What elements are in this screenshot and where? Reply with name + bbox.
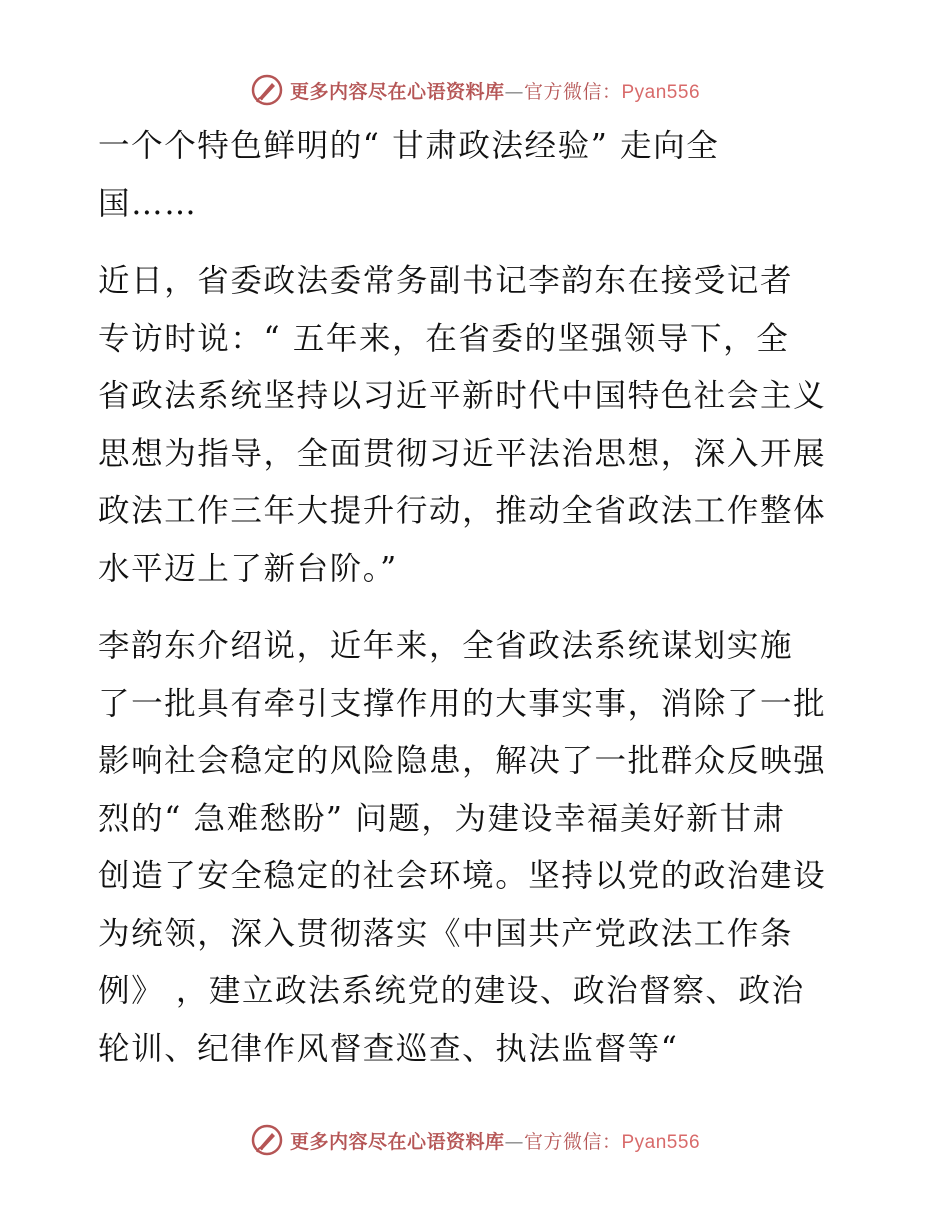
watermark-lead: 更多内容尽在心语资料库 [289,1130,505,1153]
watermark-text [290,77,700,104]
text-line: 国…… [98,185,198,222]
watermark-wechat-label: 官方微信： [523,80,622,103]
text-line: 烈的“ 急难愁盼” 问题，为建设幸福美好新甘肃 [98,800,786,837]
pen-circle-logo-icon [250,73,284,107]
watermark-wechat-id: Pyan556 [621,1131,701,1153]
text-line: 李韵东介绍说，近年来，全省政法系统谋划实施 [98,628,794,664]
watermark-wechat-id: Pyan556 [621,81,701,103]
header-watermark [0,70,950,110]
text-line: 政法工作三年大提升行动，推动全省政法工作整体 [98,493,827,529]
text-line: 例》 ，建立政法系统党的建设、政治督察、政治 [98,973,805,1009]
paragraph-3 [98,618,858,1078]
paragraph-2 [98,253,858,598]
text-line: 一个个特色鲜明的“ 甘肃政法经验” 走向全 [98,128,720,164]
article-body [98,118,858,1078]
watermark-separator: — [504,1130,524,1153]
text-line: 省政法系统坚持以习近平新时代中国特色社会主义 [98,378,827,414]
watermark-separator: — [504,80,524,103]
watermark-lead: 更多内容尽在心语资料库 [289,80,505,103]
text-line: 近日，省委政法委常务副书记李韵东在接受记者 [98,263,794,299]
text-line: 了一批具有牵引支撑作用的大事实事，消除了一批 [98,685,827,722]
text-line: 为统领，深入贯彻落实《中国共产党政法工作条 [98,915,794,952]
watermark-wechat-label: 官方微信： [523,1130,622,1153]
paragraph-1 [98,118,858,233]
text-line: 影响社会稳定的风险隐患，解决了一批群众反映强 [98,743,827,779]
text-line: 专访时说：“ 五年来，在省委的坚强领导下，全 [98,320,790,357]
text-line: 水平迈上了新台阶。” [98,550,398,587]
text-line: 轮训、纪律作风督查巡查、执法监督等“ [98,1030,679,1067]
text-line: 思想为指导，全面贯彻习近平法治思想，深入开展 [98,435,827,472]
text-line: 创造了安全稳定的社会环境。坚持以党的政治建设 [98,858,827,894]
pen-circle-logo-icon [250,1123,284,1157]
footer-watermark [0,1120,950,1160]
watermark-text [290,1127,700,1154]
